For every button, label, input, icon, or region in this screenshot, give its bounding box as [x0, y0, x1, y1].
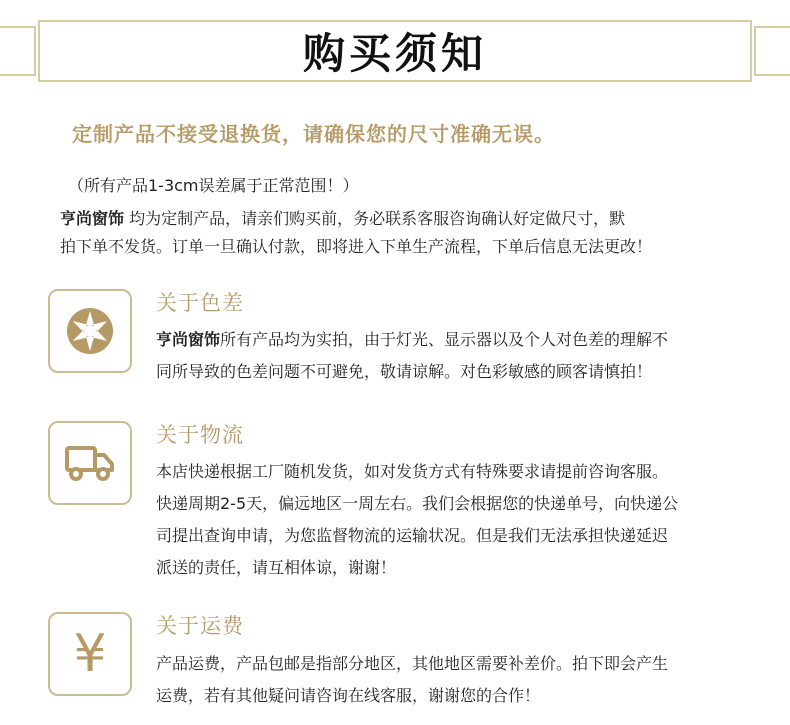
tolerance-note: （所有产品1-3cm误差属于正常范围！） — [68, 176, 359, 195]
yen-icon — [48, 612, 132, 696]
section-title-color: 关于色差 — [156, 291, 244, 315]
intro-paragraph — [60, 205, 710, 261]
section-title-logistics: 关于物流 — [156, 423, 244, 447]
intro-line2: 拍下单不发货。订单一旦确认付款，即将进入下单生产流程，下单后信息无法更改！ — [60, 237, 653, 256]
intro-line1: 均为定制产品，请亲们购买前，务必联系客服咨询确认好定做尺寸，默 — [124, 209, 626, 228]
text-line: 所有产品均为实拍，由于灯光、显示器以及个人对色差的理解不 — [220, 330, 669, 349]
section-body-color — [156, 324, 756, 388]
text-line: 派送的责任，请互相体谅，谢谢！ — [156, 558, 397, 577]
text-line: 产品运费，产品包邮是指部分地区，其他地区需要补差价。拍下即会产生 — [156, 654, 669, 673]
text-line: 运费，若有其他疑问请咨询在线客服，谢谢您的合作！ — [156, 686, 541, 705]
section-body-shipping — [156, 648, 756, 712]
delivery-truck-icon — [48, 421, 132, 505]
page-title: 购买须知 — [302, 29, 487, 78]
brand-name: 亨尚窗饰 — [156, 330, 221, 349]
header-frame — [38, 20, 752, 82]
custom-order-notice: 定制产品不接受退换货，请确保您的尺寸准确无误。 — [72, 122, 555, 146]
section-title-shipping: 关于运费 — [156, 614, 244, 638]
text-line: 本店快递根据工厂随机发货，如对发货方式有特殊要求请提前咨询客服。 — [156, 462, 669, 481]
brand-name: 亨尚窗饰 — [60, 209, 125, 228]
header-decor-left — [0, 26, 36, 76]
text-line: 快递周期2-5天，偏远地区一周左右。我们会根据您的快递单号，向快递公 — [156, 494, 679, 513]
text-line: 司提出查询申请，为您监督物流的运输状况。但是我们无法承担快递延迟 — [156, 526, 669, 545]
section-body-logistics — [156, 456, 756, 584]
text-line: 同所导致的色差问题不可避免，敬请谅解。对色彩敏感的顾客请慎拍！ — [156, 362, 653, 381]
yen-glyph: ¥ — [73, 624, 107, 684]
aperture-icon — [48, 289, 132, 373]
header-decor-right — [754, 26, 790, 76]
